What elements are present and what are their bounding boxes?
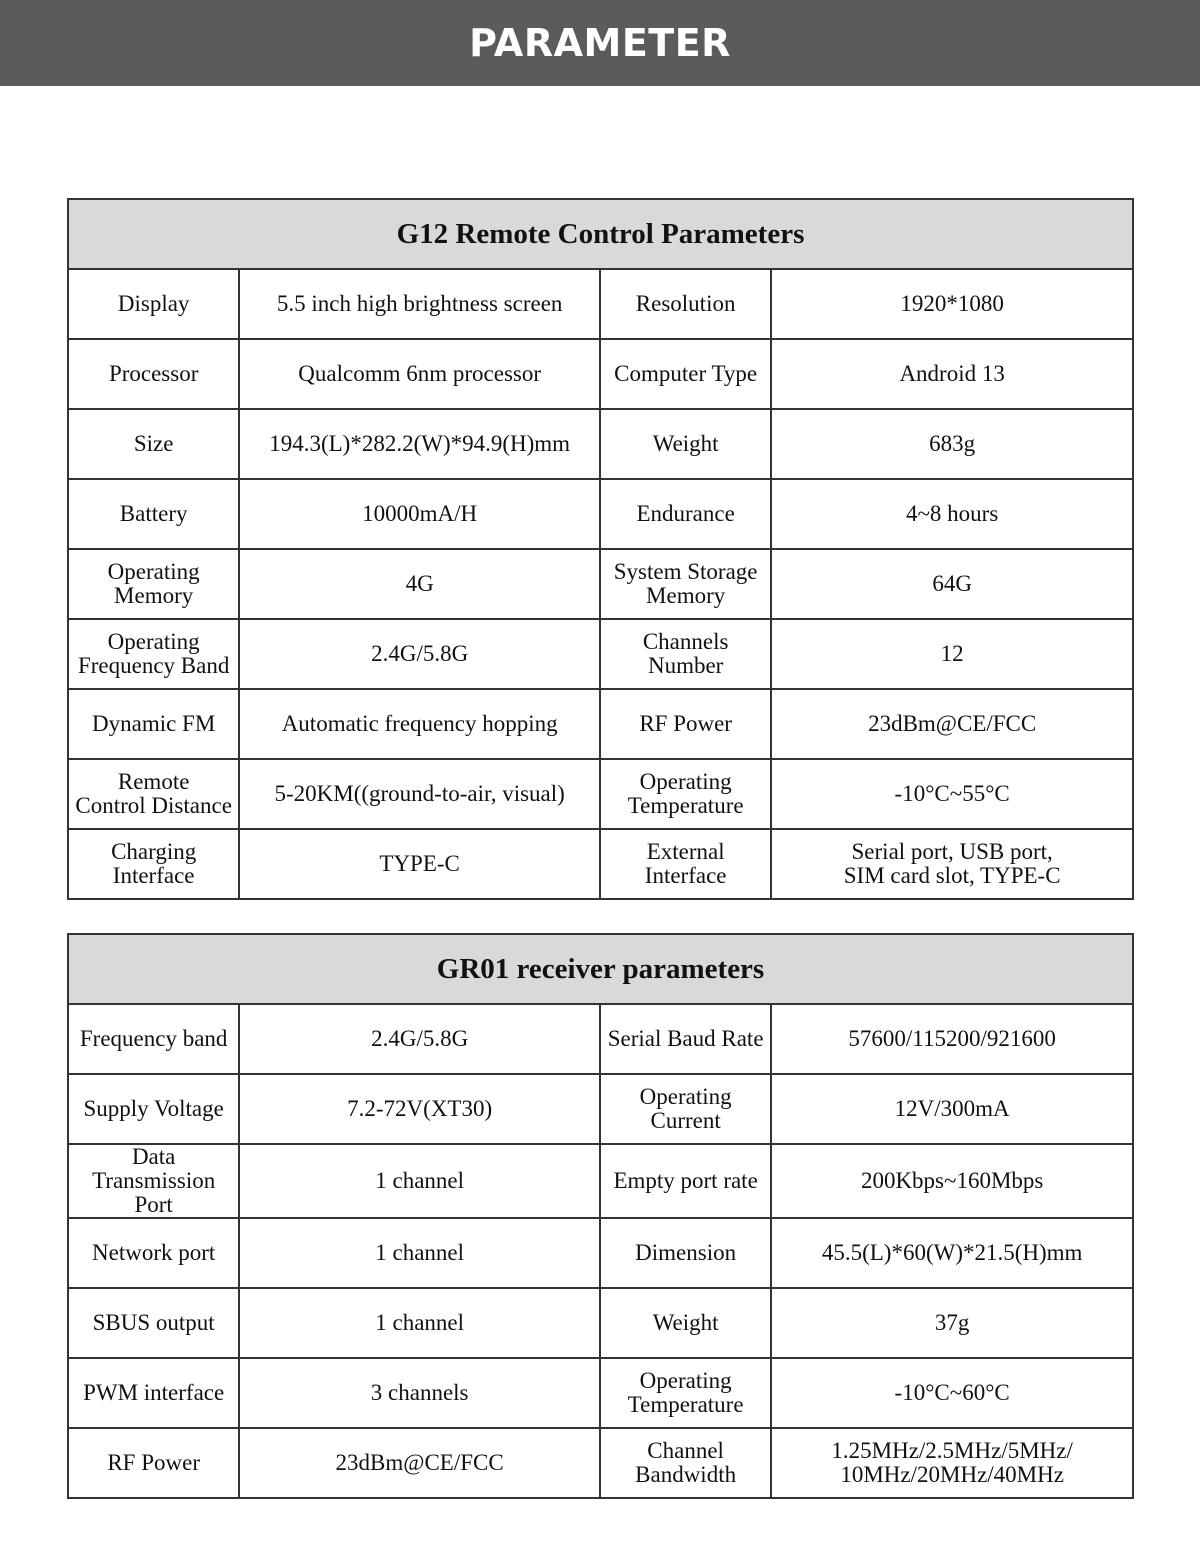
- g12-table-title: G12 Remote Control Parameters: [68, 199, 1133, 269]
- param-label: Weight: [600, 409, 771, 479]
- param-label: Dimension: [600, 1218, 771, 1288]
- param-label: Processor: [68, 339, 239, 409]
- g12-remote-control-table: [67, 198, 1134, 900]
- param-value: 5.5 inch high brightness screen: [239, 269, 600, 339]
- param-label: Weight: [600, 1288, 771, 1358]
- param-label: RF Power: [68, 1428, 239, 1498]
- table-row: [68, 1428, 1133, 1498]
- param-value: Automatic frequency hopping: [239, 689, 600, 759]
- table-row: [68, 829, 1133, 899]
- param-value: 45.5(L)*60(W)*21.5(H)mm: [771, 1218, 1133, 1288]
- param-label: Size: [68, 409, 239, 479]
- table-row: [68, 409, 1133, 479]
- param-value: 194.3(L)*282.2(W)*94.9(H)mm: [239, 409, 600, 479]
- param-value: 10000mA/H: [239, 479, 600, 549]
- param-value: -10°C~60°C: [771, 1358, 1133, 1428]
- table-row: [68, 1004, 1133, 1074]
- table-row: [68, 269, 1133, 339]
- param-value: 5-20KM((ground-to-air, visual): [239, 759, 600, 829]
- page-banner: [0, 0, 1200, 86]
- table-row: [68, 689, 1133, 759]
- param-value: 37g: [771, 1288, 1133, 1358]
- param-label: Frequency band: [68, 1004, 239, 1074]
- param-value: 1.25MHz/2.5MHz/5MHz/ 10MHz/20MHz/40MHz: [771, 1428, 1133, 1498]
- param-value: 2.4G/5.8G: [239, 1004, 600, 1074]
- param-label: PWM interface: [68, 1358, 239, 1428]
- param-label: Battery: [68, 479, 239, 549]
- param-value: 7.2-72V(XT30): [239, 1074, 600, 1144]
- param-label: Channels Number: [600, 619, 771, 689]
- param-value: 23dBm@CE/FCC: [239, 1428, 600, 1498]
- param-label: Supply Voltage: [68, 1074, 239, 1144]
- table-row: [68, 339, 1133, 409]
- table-row: [68, 479, 1133, 549]
- param-value: Android 13: [771, 339, 1133, 409]
- param-value: 683g: [771, 409, 1133, 479]
- param-label: Display: [68, 269, 239, 339]
- param-label: Operating Temperature: [600, 759, 771, 829]
- param-value: 1 channel: [239, 1144, 600, 1218]
- param-label: Data Transmission Port: [68, 1144, 239, 1218]
- param-value: 3 channels: [239, 1358, 600, 1428]
- table-row: [68, 1144, 1133, 1218]
- page-title: PARAMETER: [469, 21, 731, 65]
- param-label: Network port: [68, 1218, 239, 1288]
- param-value: 64G: [771, 549, 1133, 619]
- param-label: System Storage Memory: [600, 549, 771, 619]
- param-label: Remote Control Distance: [68, 759, 239, 829]
- param-value: 200Kbps~160Mbps: [771, 1144, 1133, 1218]
- param-label: Serial Baud Rate: [600, 1004, 771, 1074]
- param-label: Dynamic FM: [68, 689, 239, 759]
- param-label: Operating Frequency Band: [68, 619, 239, 689]
- param-value: 1920*1080: [771, 269, 1133, 339]
- gr01-receiver-table: [67, 933, 1134, 1499]
- param-label: External Interface: [600, 829, 771, 899]
- param-value: TYPE-C: [239, 829, 600, 899]
- param-label: Channel Bandwidth: [600, 1428, 771, 1498]
- table-row: [68, 549, 1133, 619]
- param-value: 12: [771, 619, 1133, 689]
- param-value: Serial port, USB port, SIM card slot, TYPE-C: [771, 829, 1133, 899]
- param-label: Operating Temperature: [600, 1358, 771, 1428]
- table-row: [68, 759, 1133, 829]
- param-value: 23dBm@CE/FCC: [771, 689, 1133, 759]
- table-row: [68, 1074, 1133, 1144]
- param-value: 4~8 hours: [771, 479, 1133, 549]
- param-label: Endurance: [600, 479, 771, 549]
- table-row: [68, 1288, 1133, 1358]
- param-value: 57600/115200/921600: [771, 1004, 1133, 1074]
- table-row: [68, 1218, 1133, 1288]
- param-label: Computer Type: [600, 339, 771, 409]
- param-label: SBUS output: [68, 1288, 239, 1358]
- param-label: Empty port rate: [600, 1144, 771, 1218]
- param-label: Operating Memory: [68, 549, 239, 619]
- param-value: Qualcomm 6nm processor: [239, 339, 600, 409]
- param-label: Charging Interface: [68, 829, 239, 899]
- table-row: [68, 619, 1133, 689]
- param-value: 12V/300mA: [771, 1074, 1133, 1144]
- param-value: -10°C~55°C: [771, 759, 1133, 829]
- param-label: Resolution: [600, 269, 771, 339]
- param-value: 2.4G/5.8G: [239, 619, 600, 689]
- table-row: [68, 1358, 1133, 1428]
- gr01-table-title: GR01 receiver parameters: [68, 934, 1133, 1004]
- param-value: 1 channel: [239, 1218, 600, 1288]
- param-value: 4G: [239, 549, 600, 619]
- param-label: RF Power: [600, 689, 771, 759]
- param-value: 1 channel: [239, 1288, 600, 1358]
- param-label: Operating Current: [600, 1074, 771, 1144]
